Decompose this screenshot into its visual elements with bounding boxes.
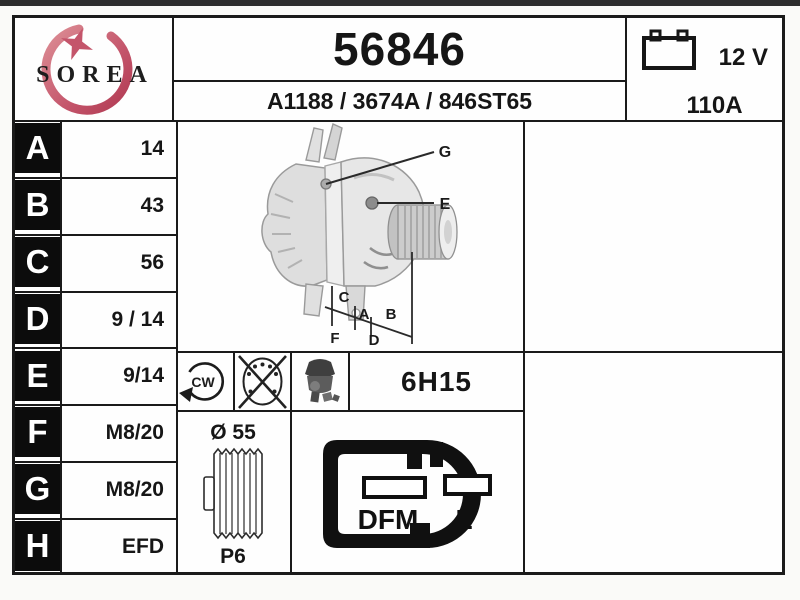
scan-edge-strip [0,0,800,6]
spec-label-c: C [15,237,60,287]
spec-sheet [12,15,785,575]
pulley-cell [176,412,290,572]
callout-label-g: G [438,144,452,161]
spec-value-c: 56 [140,250,164,274]
spec-label-d: D [15,294,60,344]
regulator-photo-icon [292,353,348,410]
spec-label-g: G [15,464,60,514]
dimension-label-d: D [368,332,380,349]
spec-label-h: H [15,521,60,571]
spec-value-e: 9/14 [123,363,164,387]
pulley-diameter: Ø 55 [210,421,256,444]
connector-pin-dfm: DFM [357,504,419,535]
connector-drawing [292,412,523,572]
spec-value-a: 14 [140,136,164,160]
spec-value-d: 9 / 14 [111,307,164,331]
rotation-cell [176,353,233,410]
pulley-drawing [200,446,270,541]
no-pulley-cell [235,353,290,410]
pulley-belt-type: P6 [220,545,246,568]
dimension-label-f: F [330,330,340,347]
cross-references: A1188 / 3674A / 846ST65 [266,87,533,114]
empty-cell-top [525,122,782,351]
feature-code: 6H15 [401,365,472,397]
rotation-direction: CW [191,374,215,390]
spec-label-e: E [15,351,60,401]
regulator-cell [292,353,348,410]
battery-icon [641,28,697,72]
battery-cell [627,18,782,120]
terminal-e-target [366,197,378,209]
spec-label-a: A [15,123,60,173]
spec-label-f: F [15,407,60,457]
alternator-drawing [178,122,521,349]
dimension-label-c: C [338,289,350,306]
callout-label-e: E [439,196,451,213]
pulley-crossed-out-icon [235,353,290,410]
sorea-swoosh-icon [15,18,172,120]
dimension-label-a: A [358,306,370,323]
part-number: 56846 [333,23,466,75]
clockwise-rotation-icon [176,353,233,410]
spec-value-b: 43 [140,193,164,217]
connector-cell [292,412,523,572]
connector-pin-l: L [455,504,473,535]
empty-cell-bottom [525,353,782,572]
border-right [782,15,785,575]
dimension-label-b: B [385,306,397,323]
spec-value-f: M8/20 [105,420,164,444]
spec-value-h: EFD [122,534,164,558]
brand-name: SOREA [36,62,154,88]
voltage-value: 12 V [718,44,768,71]
spec-label-b: B [15,180,60,230]
amperage-value: 110A [686,92,743,119]
spec-value-g: M8/20 [105,477,164,501]
brand-logo [15,18,172,120]
